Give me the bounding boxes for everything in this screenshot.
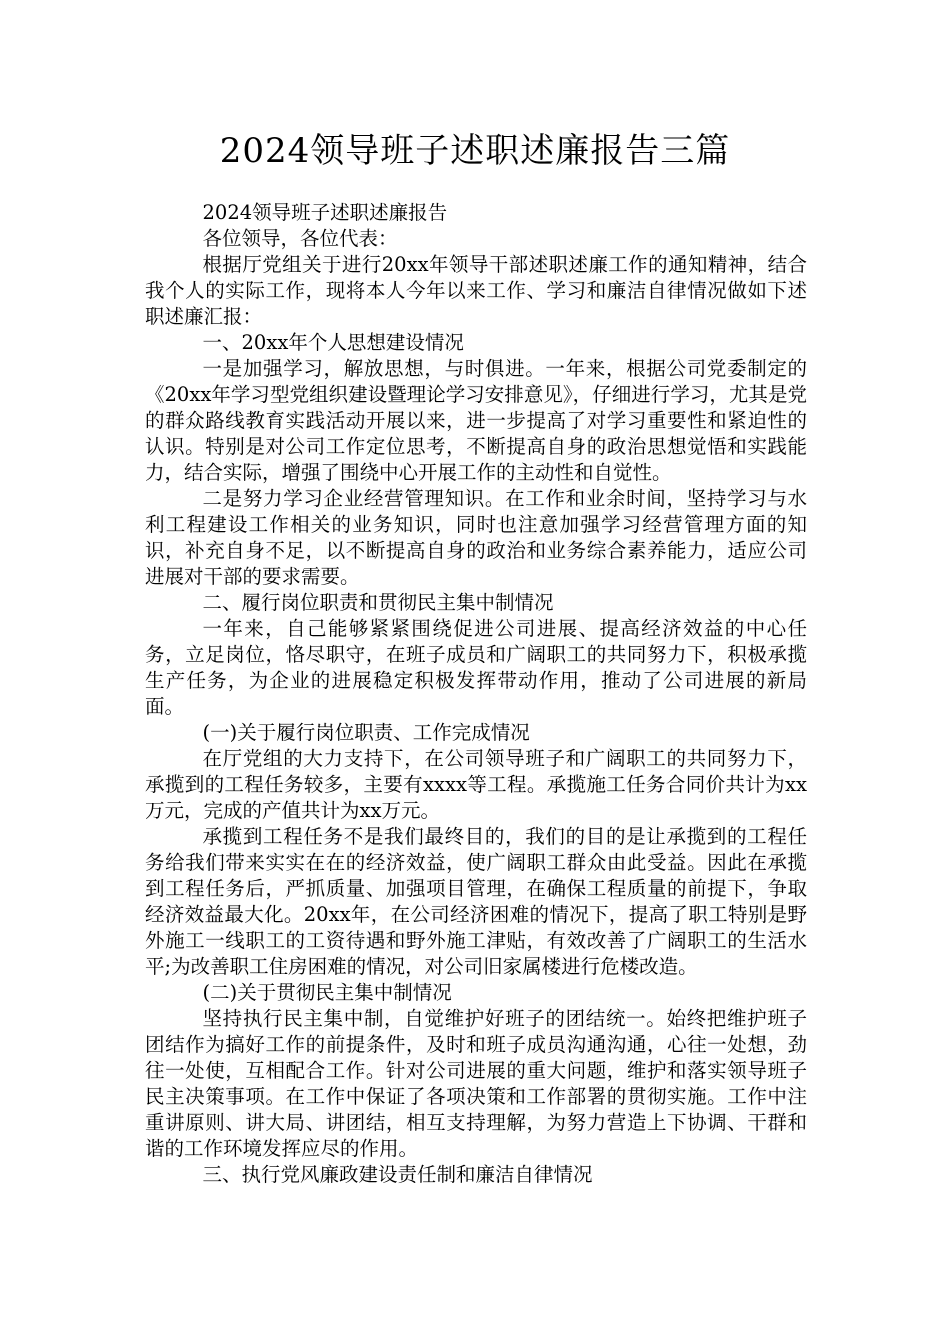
subsection-heading: (一)关于履行岗位职责、工作完成情况 [202, 721, 530, 744]
paragraph: 在厅党组的大力支持下，在公司领导班子和广阔职工的共同努力下，承揽到的工程任务较多，主要有xxxx等工程。承揽施工任务合同价共计为xx万元，完成的产值共计为xx万元。 [145, 747, 807, 822]
paragraph-salutation: 各位领导，各位代表： [202, 227, 398, 250]
paragraph: 坚持执行民主集中制，自觉维护好班子的团结统一。始终把维护班子团结作为搞好工作的前提条件，及时和班子成员沟通沟通，心往一处想，劲往一处使，互相配合工作。针对公司进展的重大问题，维护和落实领导班子民主决策事项。在工作中保证了各项决策和工作部署的贯彻实施。工作中注重讲原则、讲大局、讲团结，相互支持理解，为努力营造上下协调、干群和谐的工作环境发挥应尽的作用。 [145, 1007, 807, 1160]
paragraph-subtitle: 2024领导班子述职述廉报告 [202, 201, 448, 224]
section-heading: 二、履行岗位职责和贯彻民主集中制情况 [202, 591, 554, 614]
section-heading: 三、执行党风廉政建设责任制和廉洁自律情况 [202, 1163, 593, 1186]
subsection-heading: (二)关于贯彻民主集中制情况 [202, 981, 452, 1004]
document-body [145, 200, 807, 1188]
paragraph: 承揽到工程任务不是我们最终目的，我们的目的是让承揽到的工程任务给我们带来实实在在的经济效益，使广阔职工群众由此受益。因此在承揽到工程任务后，严抓质量、加强项目管理，在确保工程质量的前提下，争取经济效益最大化。20xx年，在公司经济困难的情况下，提高了职工特别是野外施工一线职工的工资待遇和野外施工津贴，有效改善了广阔职工的生活水平;为改善职工住房困难的情况，对公司旧家属楼进行危楼改造。 [145, 825, 807, 978]
paragraph: 一是加强学习，解放思想，与时俱进。一年来，根据公司党委制定的《20xx年学习型党组织建设暨理论学习安排意见》，仔细进行学习，尤其是党的群众路线教育实践活动开展以来，进一步提高了对学习重要性和紧迫性的认识。特别是对公司工作定位思考，不断提高自身的政治思想觉悟和实践能力，结合实际，增强了围绕中心开展工作的主动性和自觉性。 [145, 357, 807, 484]
paragraph: 根据厅党组关于进行20xx年领导干部述职述廉工作的通知精神，结合我个人的实际工作，现将本人今年以来工作、学习和廉洁自律情况做如下述职述廉汇报： [145, 253, 807, 328]
paragraph: 一年来，自己能够紧紧围绕促进公司进展、提高经济效益的中心任务，立足岗位，恪尽职守，在班子成员和广阔职工的共同努力下，积极承揽生产任务，为企业的进展稳定积极发挥带动作用，推动了公司进展的新局面。 [145, 617, 807, 718]
document-title: 2024领导班子述职述廉报告三篇 [219, 131, 731, 171]
paragraph: 二是努力学习企业经营管理知识。在工作和业余时间，坚持学习与水利工程建设工作相关的业务知识，同时也注意加强学习经营管理方面的知识，补充自身不足，以不断提高自身的政治和业务综合素养能力，适应公司进展对干部的要求需要。 [145, 487, 807, 588]
section-heading: 一、20xx年个人思想建设情况 [202, 331, 464, 354]
